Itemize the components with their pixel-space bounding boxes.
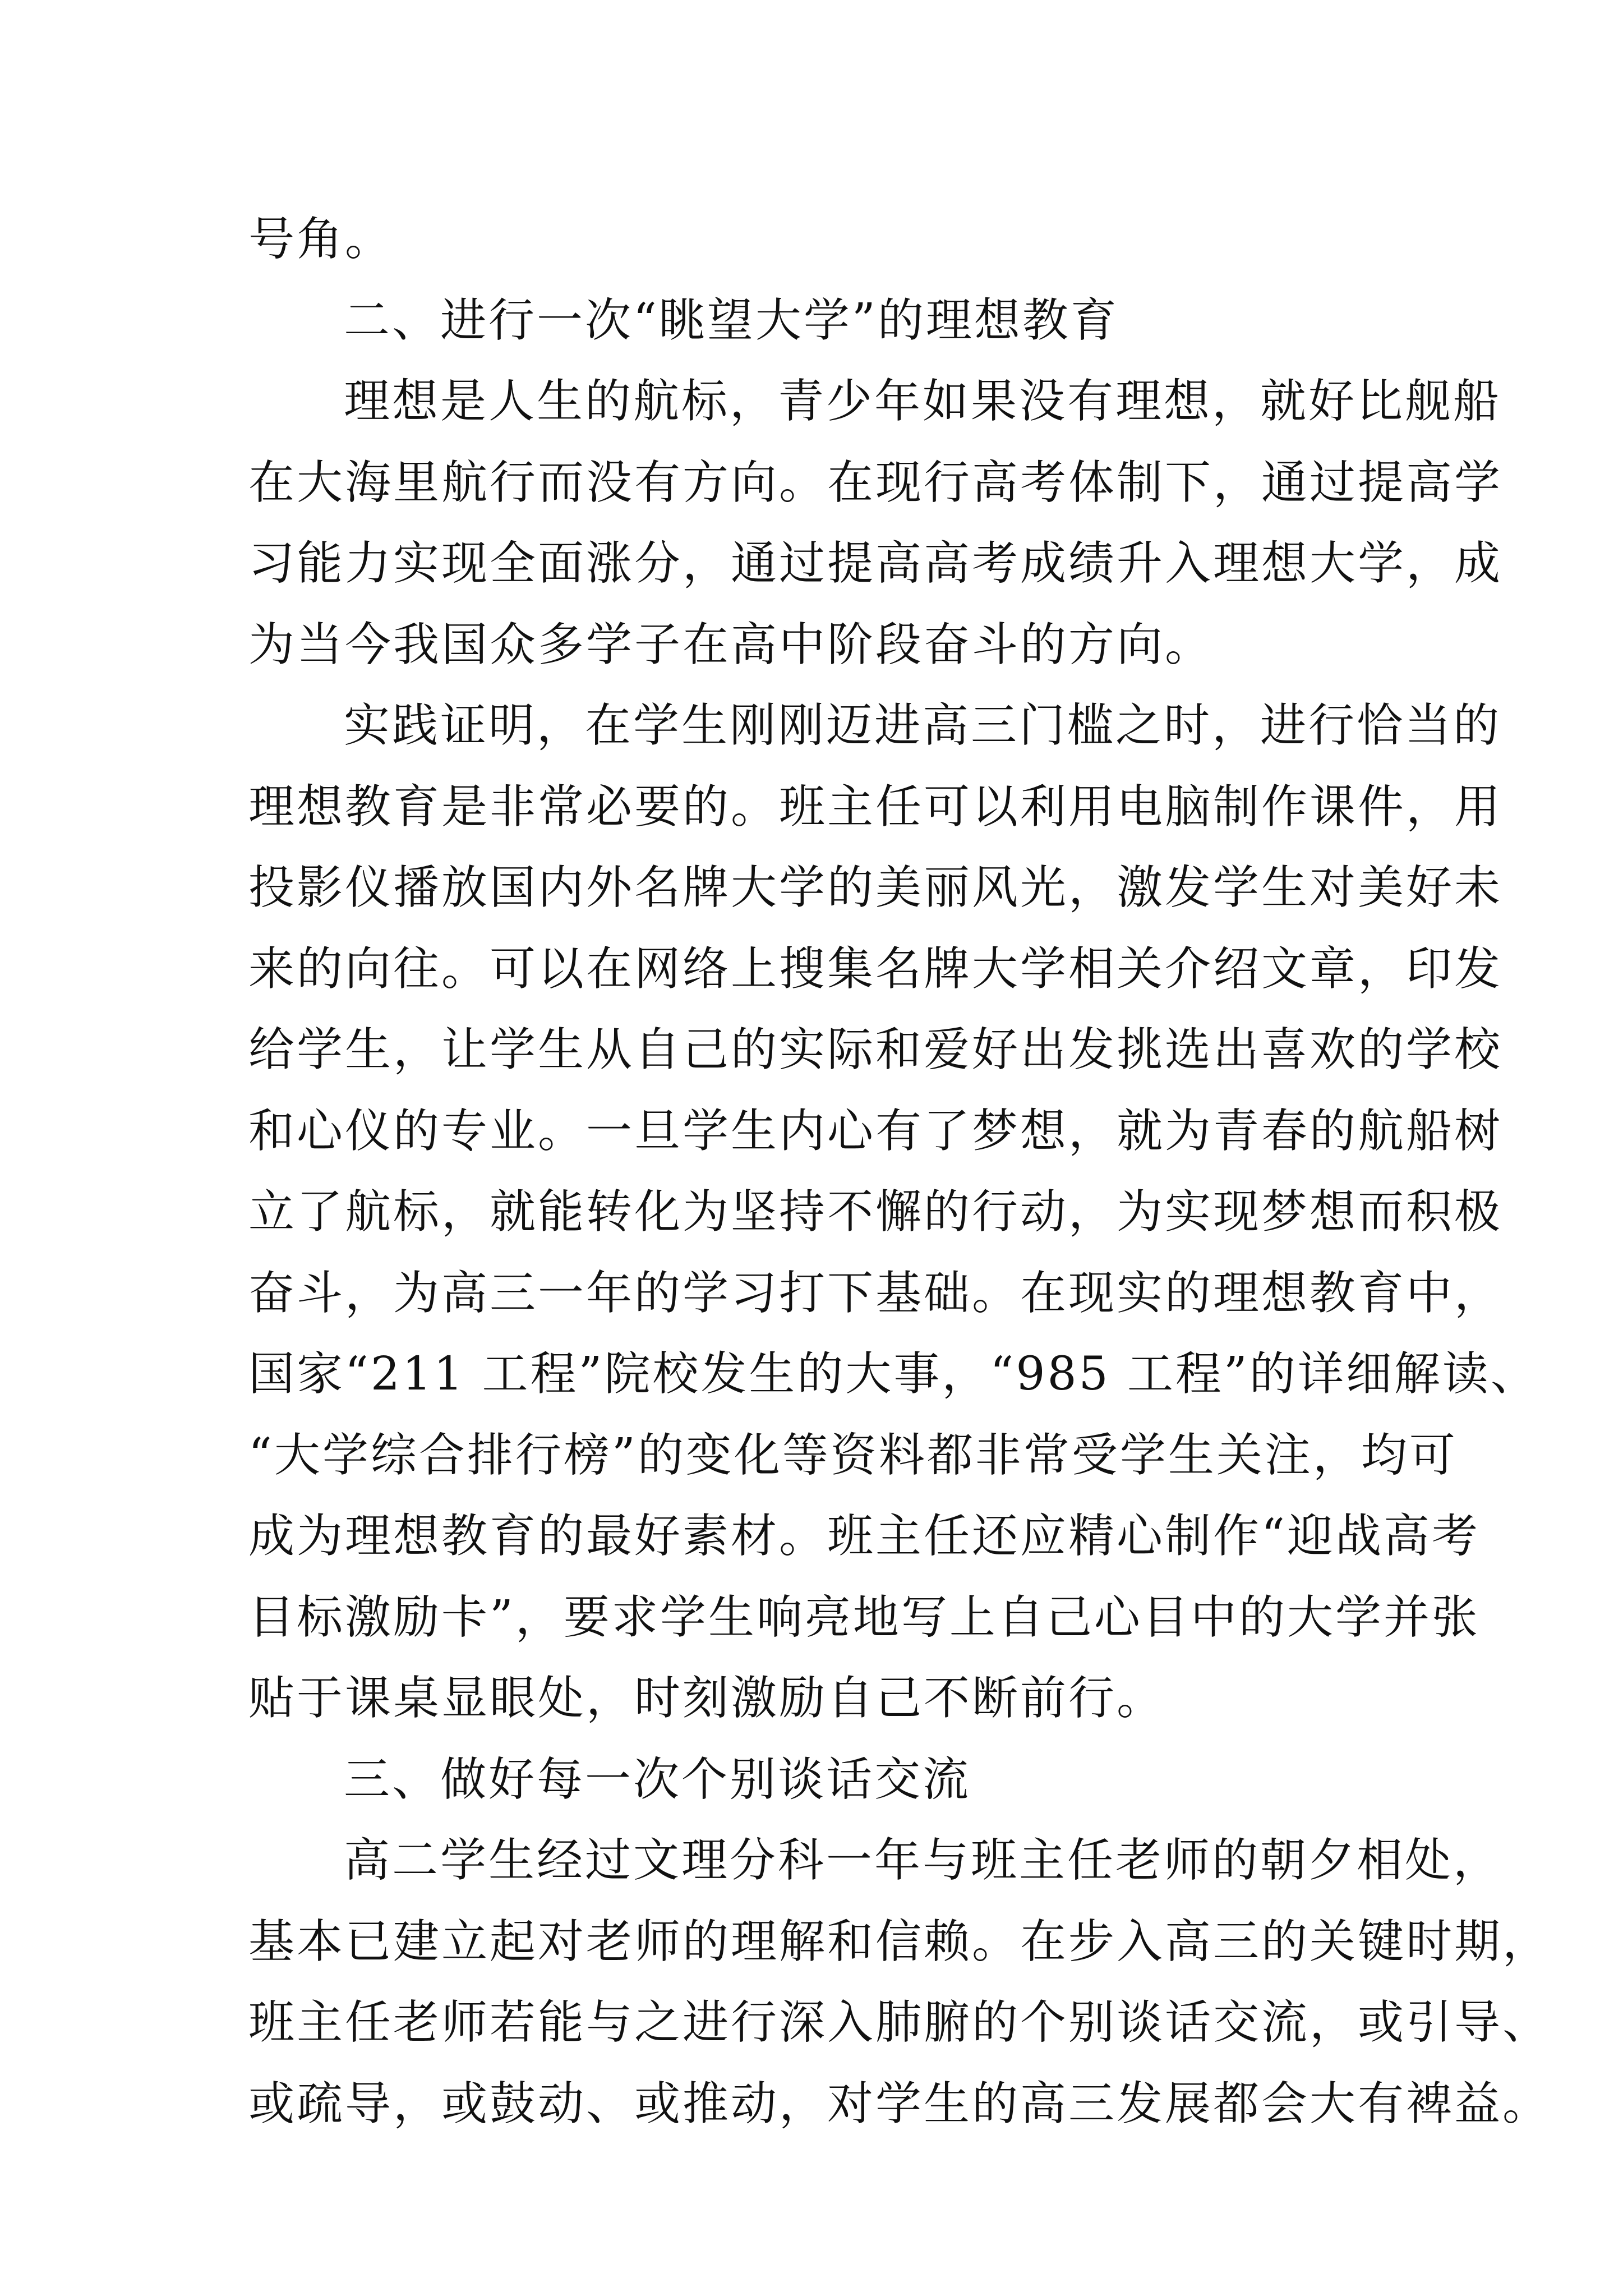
- body-text: [248, 199, 1551, 2145]
- text-line: 基本已建立起对老师的理解和信赖。在步入高三的关键时期，: [248, 1915, 1551, 1968]
- text-line: 二、进行一次“眺望大学”的理想教育: [344, 293, 1119, 347]
- text-line: 成为理想教育的最好素材。班主任还应精心制作“迎战高考: [248, 1510, 1480, 1563]
- text-line: 目标激励卡”，要求学生响亮地写上自己心目中的大学并张: [248, 1590, 1480, 1644]
- text-line: 在大海里航行而没有方向。在现行高考体制下，通过提高学: [248, 455, 1503, 509]
- text-line: 三、做好每一次个别谈话交流: [344, 1752, 971, 1806]
- text-line: 班主任老师若能与之进行深入肺腑的个别谈话交流，或引导、: [248, 1996, 1551, 2049]
- text-line: 理想是人生的航标，青少年如果没有理想，就好比舰船: [344, 375, 1502, 428]
- text-line: 或疏导，或鼓动、或推动，对学生的高三发展都会大有裨益。: [248, 2077, 1551, 2131]
- text-line: 奋斗，为高三一年的学习打下基础。在现实的理想教育中，: [248, 1266, 1503, 1320]
- text-line: 理想教育是非常必要的。班主任可以利用电脑制作课件，用: [248, 780, 1503, 834]
- text-line: 给学生，让学生从自己的实际和爱好出发挑选出喜欢的学校: [248, 1023, 1503, 1076]
- text-line: 来的向往。可以在网络上搜集名牌大学相关介绍文章，印发: [248, 942, 1503, 996]
- text-line: 号角。: [248, 213, 394, 266]
- text-line: 国家“211 工程”院校发生的大事，“985 工程”的详细解读、: [248, 1347, 1539, 1401]
- text-line: 和心仪的专业。一旦学生内心有了梦想，就为青春的航船树: [248, 1104, 1503, 1158]
- text-line: “大学综合排行榜”的变化等资料都非常受学生关注，均可: [248, 1428, 1458, 1482]
- text-line: 习能力实现全面涨分，通过提高高考成绩升入理想大学，成: [248, 537, 1503, 590]
- text-line: 立了航标，就能转化为坚持不懈的行动，为实现梦想而积极: [248, 1185, 1503, 1239]
- text-line: 贴于课桌显眼处，时刻激励自己不断前行。: [248, 1672, 1165, 1725]
- text-line: 实践证明，在学生刚刚迈进高三门槛之时，进行恰当的: [344, 699, 1502, 752]
- text-line: 为当今我国众多学子在高中阶段奋斗的方向。: [248, 618, 1214, 671]
- text-line: 投影仪播放国内外名牌大学的美丽风光，激发学生对美好未: [248, 861, 1503, 914]
- text-line: 高二学生经过文理分科一年与班主任老师的朝夕相处，: [344, 1834, 1502, 1887]
